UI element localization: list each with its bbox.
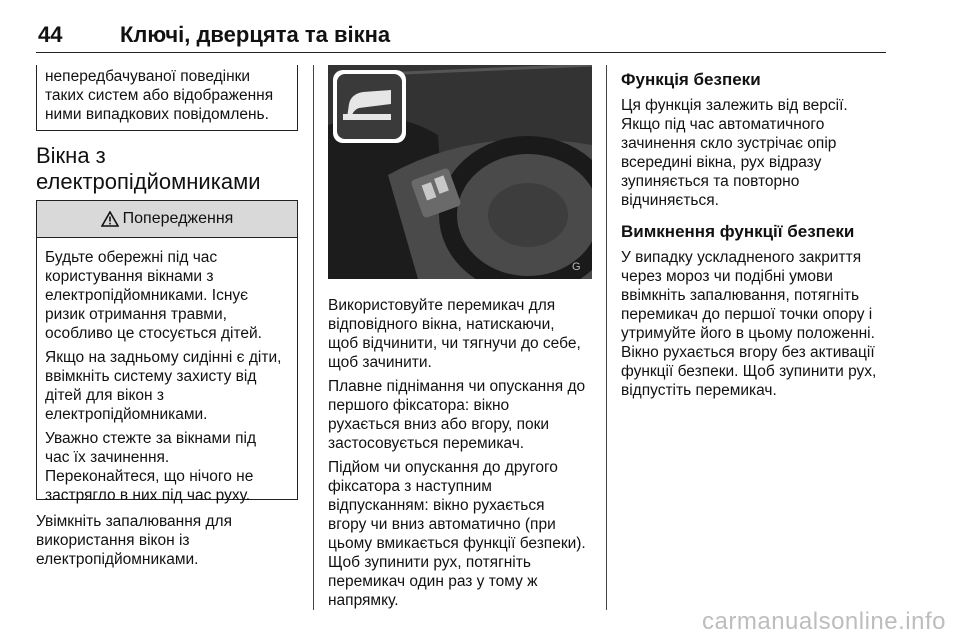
disable-safety-text: У випадку ускладненого закриття через мороз чи подібні умови ввімкніть запалювання, потягніть перемикач до першої точки опору і утримуйте його в цьому положенні. Вікно рухається вгору без активації функції безпеки. Щоб зупинити рух, відпустіть перемикач.: [621, 249, 877, 399]
safety-heading: Функція безпеки: [621, 70, 761, 89]
warning-paragraph: Уважно стежте за вікнами під час їх зачинення. Переконайтеся, що нічого не застрягло в них під час руху.: [45, 430, 257, 504]
warning-paragraph: Будьте обережні під час користування вікнами з електропідйомниками. Існує ризик отримання травми, особливо це стосується дітей.: [45, 249, 262, 342]
window-switch-photo: [328, 65, 592, 279]
header-rule: [36, 52, 886, 53]
warning-triangle-icon: [101, 211, 119, 227]
paragraph: Підйом чи опускання до другого фіксатора з наступним відпусканням: вікно рухається вгору чи вниз автоматично (при цьому вмикається функції безпеки). Щоб зупинити рух, потягніть перемикач один раз у тому ж напрямку.: [328, 459, 586, 609]
warning-box: [36, 200, 298, 504]
chapter-title: Ключі, дверцята та вікна: [120, 22, 391, 47]
paragraph: Використовуйте перемикач для відповідного вікна, натискаючи, щоб відчинити, чи тягнучи до себе, щоб зачинити.: [328, 297, 581, 371]
box-line: таких систем або відображення: [45, 87, 274, 104]
continued-text-box: [36, 65, 298, 131]
disable-safety-heading: Вимкнення функції безпеки: [621, 222, 855, 241]
window-switch-icon: [337, 74, 402, 139]
warning-paragraph: Якщо на задньому сидінні є діти, ввімкніть систему захисту від дітей для вікон з електропідйомниками.: [45, 349, 282, 423]
section-title: Вікна з електропідйомниками: [36, 143, 261, 194]
column-divider-1: [313, 65, 314, 610]
watermark: carmanualsonline.info: [702, 608, 946, 635]
safety-text: Ця функція залежить від версії. Якщо під час автоматичного зачинення скло зустрічає опір всередині вікна, рух відразу зупиняється та повторно відчиняється.: [621, 97, 848, 209]
warning-header: [37, 201, 297, 238]
column3: [621, 70, 891, 400]
column-divider-2: [606, 65, 607, 610]
figure-label: G: [572, 261, 581, 273]
page-number: 44: [38, 22, 63, 47]
column2-text: [328, 296, 598, 615]
box-line: ними випадкових повідомлень.: [45, 106, 269, 123]
warning-title: Попередження: [122, 210, 234, 227]
inset-callout: [333, 70, 406, 143]
paragraph: Плавне піднімання чи опускання до першого фіксатора: вікно рухається вниз або вгору, поки застосовується перемикач.: [328, 378, 586, 452]
ignition-paragraph: Увімкніть запалювання для використання вікон із електропідйомниками.: [36, 513, 232, 568]
box-line: непередбачуваної поведінки: [45, 68, 251, 85]
